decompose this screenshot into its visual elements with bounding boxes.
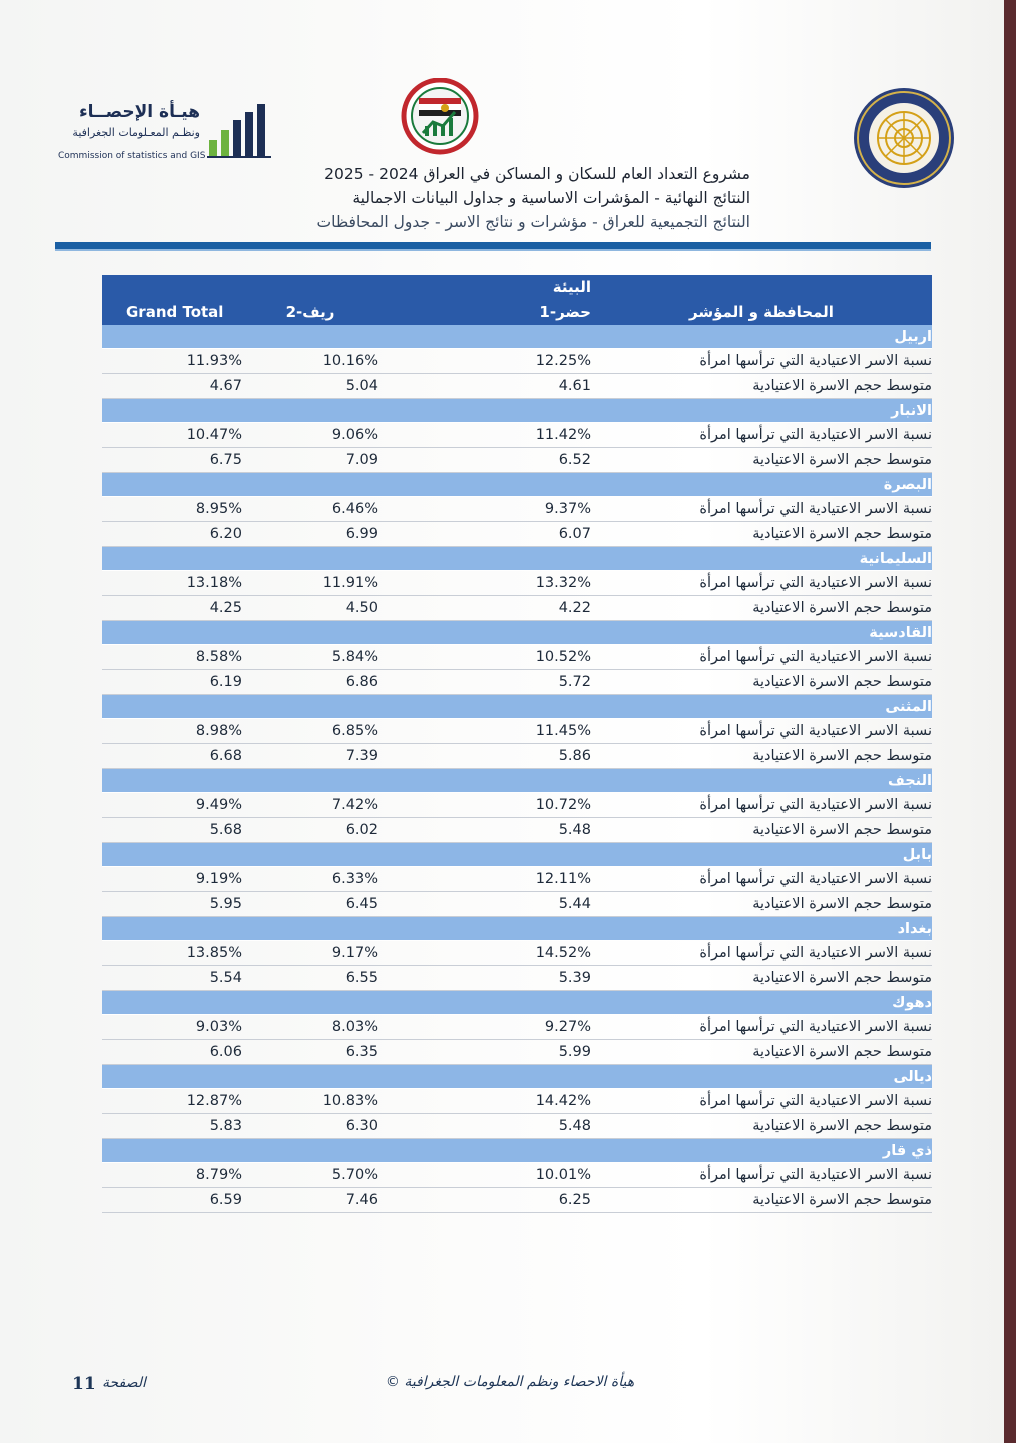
cell-urban: 5.86 bbox=[378, 744, 591, 769]
cell-urban: 6.52 bbox=[378, 448, 591, 473]
cell-indicator: نسبة الاسر الاعتيادية التي ترأسها امرأة bbox=[591, 349, 932, 374]
cell-indicator: نسبة الاسر الاعتيادية التي ترأسها امرأة bbox=[591, 645, 932, 670]
indicators-table bbox=[102, 275, 932, 1213]
cell-indicator: نسبة الاسر الاعتيادية التي ترأسها امرأة bbox=[591, 1089, 932, 1114]
governorate-name: السليمانية bbox=[102, 547, 932, 571]
cell-total: 6.19 bbox=[102, 670, 242, 695]
governorate-name: اربيل bbox=[102, 325, 932, 349]
cell-indicator: متوسط حجم الاسرة الاعتيادية bbox=[591, 374, 932, 399]
commission-logo bbox=[55, 100, 275, 170]
cell-rural: 6.85% bbox=[242, 719, 378, 744]
page-label: الصفحة bbox=[102, 1375, 146, 1391]
cell-rural: 6.02 bbox=[242, 818, 378, 843]
page-header bbox=[0, 0, 1004, 270]
cell-total: 13.85% bbox=[102, 941, 242, 966]
cell-total: 4.67 bbox=[102, 374, 242, 399]
cell-rural: 11.91% bbox=[242, 571, 378, 596]
table-row bbox=[102, 1040, 932, 1065]
col-header-rural: ريف-2 bbox=[242, 299, 378, 325]
table-row bbox=[102, 793, 932, 818]
table-row bbox=[102, 1188, 932, 1213]
cell-indicator: نسبة الاسر الاعتيادية التي ترأسها امرأة bbox=[591, 423, 932, 448]
ministry-seal-icon bbox=[852, 86, 956, 190]
table-row bbox=[102, 941, 932, 966]
cell-urban: 9.37% bbox=[378, 497, 591, 522]
cell-rural: 4.50 bbox=[242, 596, 378, 621]
cell-total: 5.95 bbox=[102, 892, 242, 917]
cell-rural: 6.35 bbox=[242, 1040, 378, 1065]
cell-indicator: متوسط حجم الاسرة الاعتيادية bbox=[591, 596, 932, 621]
cell-total: 8.98% bbox=[102, 719, 242, 744]
cell-total: 5.54 bbox=[102, 966, 242, 991]
governorate-row bbox=[102, 917, 932, 941]
cell-urban: 6.07 bbox=[378, 522, 591, 547]
cell-total: 9.49% bbox=[102, 793, 242, 818]
cell-indicator: متوسط حجم الاسرة الاعتيادية bbox=[591, 818, 932, 843]
cell-indicator: نسبة الاسر الاعتيادية التي ترأسها امرأة bbox=[591, 497, 932, 522]
governorate-row bbox=[102, 547, 932, 571]
table-row bbox=[102, 744, 932, 769]
cell-total: 6.68 bbox=[102, 744, 242, 769]
report-title bbox=[240, 162, 750, 234]
cell-indicator: نسبة الاسر الاعتيادية التي ترأسها امرأة bbox=[591, 1015, 932, 1040]
cell-indicator: متوسط حجم الاسرة الاعتيادية bbox=[591, 1188, 932, 1213]
table-row bbox=[102, 423, 932, 448]
table-body bbox=[102, 325, 932, 1213]
governorate-row bbox=[102, 621, 932, 645]
table-row bbox=[102, 497, 932, 522]
table-row bbox=[102, 596, 932, 621]
bar-chart-logo-icon bbox=[205, 100, 275, 160]
cell-urban: 5.44 bbox=[378, 892, 591, 917]
cell-total: 6.06 bbox=[102, 1040, 242, 1065]
cell-rural: 6.86 bbox=[242, 670, 378, 695]
table-row bbox=[102, 818, 932, 843]
governorate-row bbox=[102, 1065, 932, 1089]
cell-indicator: نسبة الاسر الاعتيادية التي ترأسها امرأة bbox=[591, 1163, 932, 1188]
cell-rural: 6.46% bbox=[242, 497, 378, 522]
cell-urban: 4.22 bbox=[378, 596, 591, 621]
cell-rural: 6.99 bbox=[242, 522, 378, 547]
cell-urban: 5.48 bbox=[378, 818, 591, 843]
col-header-urban: حضر-1 bbox=[378, 299, 591, 325]
org-name-en: Commission of statistics and GIS bbox=[58, 151, 206, 161]
cell-urban: 5.99 bbox=[378, 1040, 591, 1065]
cell-rural: 6.45 bbox=[242, 892, 378, 917]
governorate-name: ديالى bbox=[102, 1065, 932, 1089]
table-row bbox=[102, 1114, 932, 1139]
cell-indicator: نسبة الاسر الاعتيادية التي ترأسها امرأة bbox=[591, 867, 932, 892]
cell-urban: 11.42% bbox=[378, 423, 591, 448]
cell-indicator: نسبة الاسر الاعتيادية التي ترأسها امرأة bbox=[591, 571, 932, 596]
footer-copyright: هيأة الاحصاء ونظم المعلومات الجغرافية © bbox=[385, 1374, 635, 1390]
cell-total: 12.87% bbox=[102, 1089, 242, 1114]
table-row bbox=[102, 892, 932, 917]
governorate-row bbox=[102, 843, 932, 867]
cell-indicator: متوسط حجم الاسرة الاعتيادية bbox=[591, 448, 932, 473]
cell-indicator: متوسط حجم الاسرة الاعتيادية bbox=[591, 744, 932, 769]
cell-urban: 14.52% bbox=[378, 941, 591, 966]
cell-rural: 10.16% bbox=[242, 349, 378, 374]
cell-urban: 10.72% bbox=[378, 793, 591, 818]
table-row bbox=[102, 719, 932, 744]
cell-rural: 9.06% bbox=[242, 423, 378, 448]
header-rule-accent bbox=[55, 249, 931, 251]
cell-indicator: متوسط حجم الاسرة الاعتيادية bbox=[591, 1114, 932, 1139]
governorate-name: البصرة bbox=[102, 473, 932, 497]
cell-urban: 4.61 bbox=[378, 374, 591, 399]
cell-total: 13.18% bbox=[102, 571, 242, 596]
governorate-name: دهوك bbox=[102, 991, 932, 1015]
title-line-3: النتائج التجميعية للعراق - مؤشرات و نتائج الاسر - جدول المحافظات bbox=[316, 213, 750, 231]
org-sub-ar: ونظـم المعـلومات الجغرافية bbox=[72, 126, 200, 139]
cell-urban: 5.48 bbox=[378, 1114, 591, 1139]
cell-indicator: متوسط حجم الاسرة الاعتيادية bbox=[591, 966, 932, 991]
table-row bbox=[102, 670, 932, 695]
cell-urban: 12.25% bbox=[378, 349, 591, 374]
governorate-row bbox=[102, 325, 932, 349]
governorate-name: بابل bbox=[102, 843, 932, 867]
cell-total: 6.59 bbox=[102, 1188, 242, 1213]
cell-rural: 6.55 bbox=[242, 966, 378, 991]
cell-urban: 5.39 bbox=[378, 966, 591, 991]
cell-total: 6.20 bbox=[102, 522, 242, 547]
cell-rural: 8.03% bbox=[242, 1015, 378, 1040]
cell-indicator: متوسط حجم الاسرة الاعتيادية bbox=[591, 1040, 932, 1065]
cell-total: 8.58% bbox=[102, 645, 242, 670]
cell-indicator: نسبة الاسر الاعتيادية التي ترأسها امرأة bbox=[591, 941, 932, 966]
title-line-1: مشروع التعداد العام للسكان و المساكن في العراق 2024 - 2025 bbox=[324, 165, 750, 183]
cell-total: 11.93% bbox=[102, 349, 242, 374]
table-row bbox=[102, 867, 932, 892]
cell-total: 8.79% bbox=[102, 1163, 242, 1188]
cell-urban: 14.42% bbox=[378, 1089, 591, 1114]
governorate-row bbox=[102, 695, 932, 719]
cell-urban: 5.72 bbox=[378, 670, 591, 695]
cell-rural: 5.70% bbox=[242, 1163, 378, 1188]
cell-rural: 10.83% bbox=[242, 1089, 378, 1114]
col-header-total: Grand Total bbox=[102, 299, 242, 325]
table-row bbox=[102, 448, 932, 473]
cell-rural: 9.17% bbox=[242, 941, 378, 966]
cell-total: 5.83 bbox=[102, 1114, 242, 1139]
governorate-name: القادسية bbox=[102, 621, 932, 645]
cell-indicator: متوسط حجم الاسرة الاعتيادية bbox=[591, 892, 932, 917]
cell-total: 8.95% bbox=[102, 497, 242, 522]
cell-total: 10.47% bbox=[102, 423, 242, 448]
governorate-row bbox=[102, 1139, 932, 1163]
cell-urban: 9.27% bbox=[378, 1015, 591, 1040]
table-row bbox=[102, 522, 932, 547]
cell-indicator: نسبة الاسر الاعتيادية التي ترأسها امرأة bbox=[591, 719, 932, 744]
table-row bbox=[102, 374, 932, 399]
table-header-row bbox=[102, 299, 932, 325]
governorate-name: ذي قار bbox=[102, 1139, 932, 1163]
title-line-2: النتائج النهائية - المؤشرات الاساسية و جداول البيانات الاجمالية bbox=[352, 189, 750, 207]
table-row bbox=[102, 1163, 932, 1188]
governorate-row bbox=[102, 991, 932, 1015]
table-row bbox=[102, 645, 932, 670]
governorate-row bbox=[102, 769, 932, 793]
page-number: 11 bbox=[72, 1374, 96, 1394]
cell-rural: 5.84% bbox=[242, 645, 378, 670]
table-row bbox=[102, 1089, 932, 1114]
cell-urban: 11.45% bbox=[378, 719, 591, 744]
cell-urban: 10.01% bbox=[378, 1163, 591, 1188]
col-group-header: البيئة bbox=[378, 275, 591, 299]
cell-rural: 7.39 bbox=[242, 744, 378, 769]
cell-total: 5.68 bbox=[102, 818, 242, 843]
cell-rural: 7.46 bbox=[242, 1188, 378, 1213]
cell-rural: 7.42% bbox=[242, 793, 378, 818]
cell-total: 4.25 bbox=[102, 596, 242, 621]
cell-urban: 13.32% bbox=[378, 571, 591, 596]
cell-indicator: متوسط حجم الاسرة الاعتيادية bbox=[591, 522, 932, 547]
table-row bbox=[102, 349, 932, 374]
table-row bbox=[102, 1015, 932, 1040]
governorate-name: النجف bbox=[102, 769, 932, 793]
cell-urban: 6.25 bbox=[378, 1188, 591, 1213]
cell-rural: 6.30 bbox=[242, 1114, 378, 1139]
governorate-name: الانبار bbox=[102, 399, 932, 423]
cell-rural: 7.09 bbox=[242, 448, 378, 473]
cell-indicator: متوسط حجم الاسرة الاعتيادية bbox=[591, 670, 932, 695]
header-rule bbox=[55, 242, 931, 249]
table-row bbox=[102, 571, 932, 596]
census-logo-icon bbox=[393, 78, 488, 158]
col-header-indicator: المحافظة و المؤشر bbox=[591, 299, 932, 325]
cell-total: 6.75 bbox=[102, 448, 242, 473]
governorate-row bbox=[102, 399, 932, 423]
cell-urban: 10.52% bbox=[378, 645, 591, 670]
table-header-row-top bbox=[102, 275, 932, 299]
governorate-name: بغداد bbox=[102, 917, 932, 941]
governorate-name: المثنى bbox=[102, 695, 932, 719]
cell-indicator: نسبة الاسر الاعتيادية التي ترأسها امرأة bbox=[591, 793, 932, 818]
cell-rural: 5.04 bbox=[242, 374, 378, 399]
cell-total: 9.19% bbox=[102, 867, 242, 892]
cell-rural: 6.33% bbox=[242, 867, 378, 892]
cell-urban: 12.11% bbox=[378, 867, 591, 892]
governorate-row bbox=[102, 473, 932, 497]
cell-total: 9.03% bbox=[102, 1015, 242, 1040]
table-row bbox=[102, 966, 932, 991]
org-name-ar: هيـأة الإحصــاء bbox=[78, 102, 200, 122]
